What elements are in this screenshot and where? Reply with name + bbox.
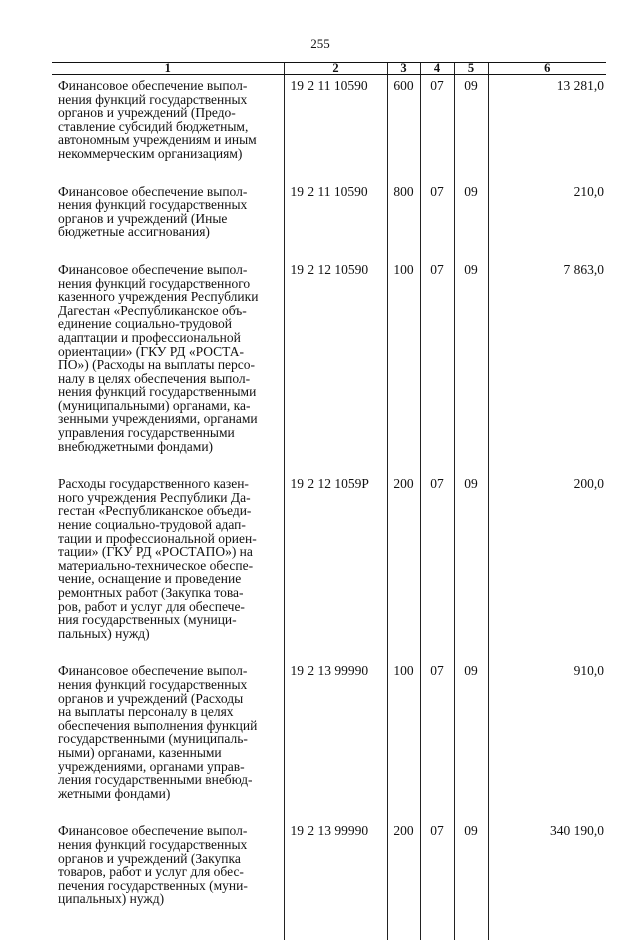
description-line: нение социально-трудовой адап- (58, 517, 246, 533)
description-line: нения функций государственных (58, 836, 248, 852)
row-section: 07 (420, 820, 454, 906)
table-row (52, 181, 606, 259)
row-code: 19 2 12 10590 (284, 259, 387, 473)
row-section: 07 (420, 181, 454, 259)
row-expense-group: 100 (387, 660, 420, 820)
description-line: нения функций государственных (58, 676, 248, 692)
row-subsection: 09 (454, 660, 488, 820)
table-row (52, 259, 606, 473)
description-line: управления государственными (58, 425, 235, 441)
description-line: чение, оснащение и проведение (58, 571, 242, 587)
description-line: налу в целях обеспечения выпол- (58, 370, 251, 386)
description-line: органов и учреждений (Расходы (58, 690, 244, 706)
row-subsection: 09 (454, 259, 488, 473)
row-section: 07 (420, 473, 454, 660)
description-line: гестан «Республиканское объеди- (58, 503, 252, 519)
row-subsection: 09 (454, 75, 488, 181)
description-line: ров, работ и услуг для обеспече- (58, 598, 245, 614)
description-line: Финансовое обеспечение выпол- (58, 823, 248, 839)
row-code: 19 2 13 99990 (284, 660, 387, 820)
filler-cell (52, 906, 284, 940)
description-line: ния государственных (муници- (58, 612, 237, 628)
row-expense-group: 200 (387, 820, 420, 906)
row-description (52, 75, 284, 181)
column-header-2: 2 (284, 63, 387, 75)
description-line: органов и учреждений (Иные (58, 210, 228, 226)
table-row (52, 75, 606, 181)
row-amount: 340 190,0 (488, 820, 606, 906)
row-expense-group: 100 (387, 259, 420, 473)
row-code: 19 2 13 99990 (284, 820, 387, 906)
description-line: Расходы государственного казен- (58, 476, 249, 492)
row-section: 07 (420, 259, 454, 473)
description-line: зенными учреждениями, органами (58, 411, 258, 427)
description-line: ными) органами, казенными (58, 744, 222, 760)
filler-cell (387, 906, 420, 940)
table-body (52, 75, 606, 940)
description-line: материально-техническое обеспе- (58, 557, 254, 573)
description-line: внебюджетными фондами) (58, 438, 214, 454)
page-number: 255 (310, 36, 330, 51)
column-header-6: 6 (488, 63, 606, 75)
description-line: учреждениями, органами управ- (58, 758, 245, 774)
table-row (52, 660, 606, 820)
description-line: органов и учреждений (Закупка (58, 850, 241, 866)
row-description (52, 473, 284, 660)
row-section: 07 (420, 660, 454, 820)
description-line: ципальных) нужд) (58, 891, 165, 907)
row-amount: 210,0 (488, 181, 606, 259)
filler-cell (420, 906, 454, 940)
description-line: Финансовое обеспечение выпол- (58, 663, 248, 679)
row-code: 19 2 12 1059Р (284, 473, 387, 660)
description-line: автономным учреждениям и иным (58, 132, 257, 148)
description-line: жетными фондами) (58, 785, 171, 801)
column-header-1: 1 (52, 63, 284, 75)
header-row (52, 63, 606, 75)
filler-cell (488, 906, 606, 940)
description-line: органов и учреждений (Предо- (58, 105, 236, 121)
row-expense-group: 800 (387, 181, 420, 259)
row-amount: 13 281,0 (488, 75, 606, 181)
description-line: нения функций государственными (58, 384, 257, 400)
description-line: некоммерческим организациям) (58, 145, 243, 161)
table-row (52, 820, 606, 906)
description-line: нения функций государственного (58, 275, 251, 291)
description-line: нения функций государственных (58, 91, 248, 107)
description-line: (муниципальными) органами, ка- (58, 397, 251, 413)
description-line: пальных) нужд) (58, 625, 150, 641)
description-line: ПО») (Расходы на выплаты персо- (58, 357, 256, 373)
filler-cell (454, 906, 488, 940)
row-subsection: 09 (454, 181, 488, 259)
description-line: ремонтных работ (Закупка това- (58, 585, 244, 600)
description-line: Финансовое обеспечение выпол- (58, 78, 248, 93)
row-amount: 200,0 (488, 473, 606, 660)
row-code: 19 2 11 10590 (284, 75, 387, 181)
row-code: 19 2 11 10590 (284, 181, 387, 259)
description-line: бюджетные ассигнования) (58, 224, 210, 240)
description-line: казенного учреждения Республики (58, 289, 259, 305)
description-line: Дагестан «Республиканское объ- (58, 302, 247, 318)
row-description (52, 820, 284, 906)
description-line: адаптации и профессиональной (58, 329, 241, 345)
description-line: нения функций государственных (58, 197, 248, 213)
description-line: обеспечения выполнения функций (58, 717, 258, 733)
filler-cell (284, 906, 387, 940)
row-section: 07 (420, 75, 454, 181)
description-line: ориентации» (ГКУ РД «РОСТА- (58, 343, 245, 359)
description-line: товаров, работ и услуг для обес- (58, 864, 244, 880)
table-row-filler (52, 906, 606, 940)
description-line: государственными (муниципаль- (58, 731, 248, 747)
description-line: Финансовое обеспечение выпол- (58, 261, 248, 277)
description-line: Финансовое обеспечение выпол- (58, 183, 248, 199)
row-subsection: 09 (454, 473, 488, 660)
description-line: тации» (ГКУ РД «РОСТАПО») на (58, 544, 253, 560)
description-line: ного учреждения Республики Да- (58, 489, 251, 505)
row-description (52, 660, 284, 820)
row-description (52, 181, 284, 259)
row-description (52, 259, 284, 473)
description-line: единение социально-трудовой (58, 316, 233, 332)
column-header-3: 3 (387, 63, 420, 75)
column-header-5: 5 (454, 63, 488, 75)
description-line: ставление субсидий бюджетным, (58, 118, 249, 134)
column-header-4: 4 (420, 63, 454, 75)
table-row (52, 473, 606, 660)
description-line: тации и профессиональной ориен- (58, 530, 257, 546)
row-expense-group: 600 (387, 75, 420, 181)
description-line: на выплаты персоналу в целях (58, 704, 234, 720)
row-amount: 910,0 (488, 660, 606, 820)
row-amount: 7 863,0 (488, 259, 606, 473)
description-line: ления государственными внебюд- (58, 772, 253, 788)
row-subsection: 09 (454, 820, 488, 906)
row-expense-group: 200 (387, 473, 420, 660)
description-line: печения государственных (муни- (58, 877, 248, 893)
budget-table (52, 62, 606, 940)
